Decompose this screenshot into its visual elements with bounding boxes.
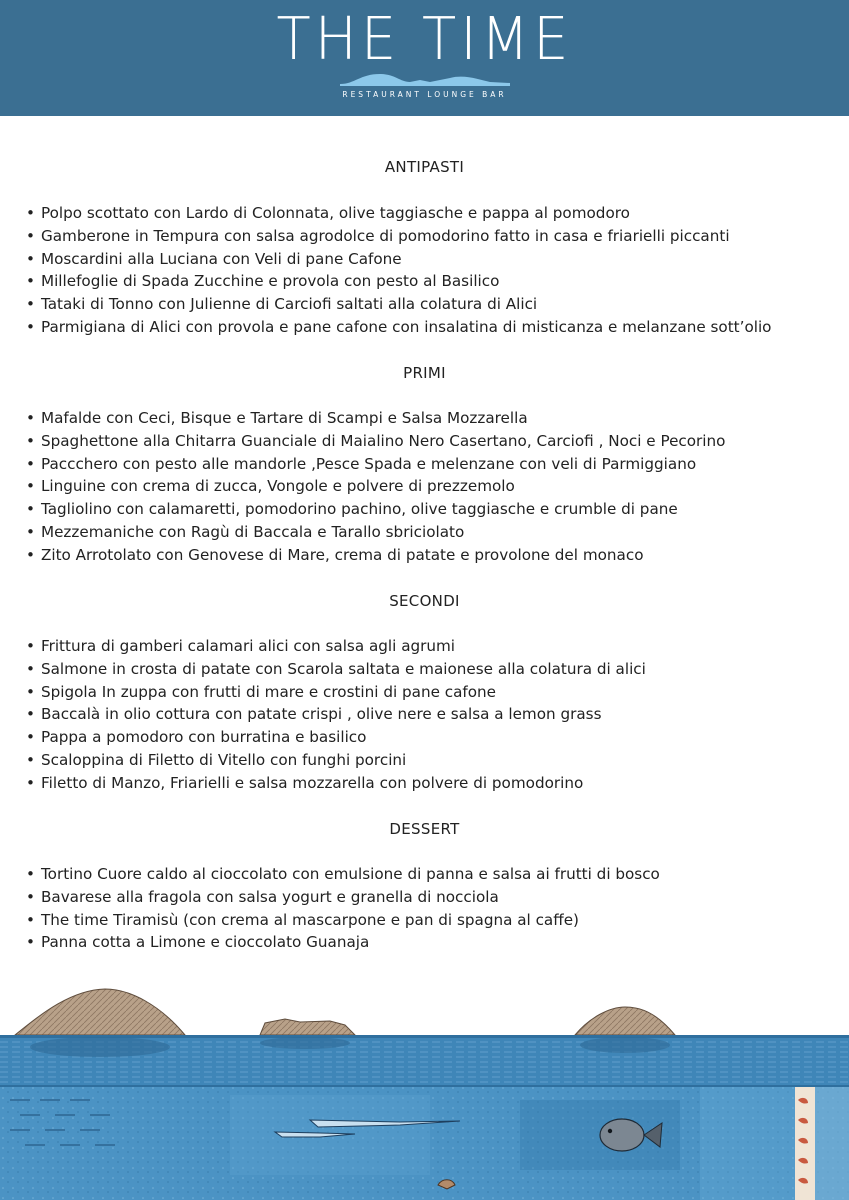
section-title-secondi: SECONDI (389, 592, 460, 610)
menu-item: • Frittura di gamberi calamari alici con salsa agli agrumi (26, 635, 836, 658)
menu-item: • Tataki di Tonno con Julienne di Carciofi saltati alla colatura di Alici (26, 293, 836, 316)
menu-item: • Spaghettone alla Chitarra Guanciale di Maialino Nero Casertano, Carciofi , Noci e Pecorino (26, 430, 836, 453)
logo-subtitle: RESTAURANT LOUNGE BAR (342, 90, 507, 99)
island-icon (260, 1019, 355, 1035)
menu-item: • Linguine con crema di zucca, Vongole e polvere di prezzemolo (26, 475, 836, 498)
menu-item: • Parmigiana di Alici con provola e pane cafone con insalatina di misticanza e melanzane sott’olio (26, 316, 836, 339)
menu-item: • Scaloppina di Filetto di Vitello con funghi porcini (26, 749, 836, 772)
sea-illustration (0, 975, 849, 1200)
menu-item: • Panna cotta a Limone e cioccolato Guanaja (26, 931, 836, 954)
menu-item: • Polpo scottato con Lardo di Colonnata, olive taggiasche e pappa al pomodoro (26, 202, 836, 225)
section-title-antipasti: ANTIPASTI (384, 158, 465, 176)
section-title-primi: PRIMI (403, 364, 446, 382)
section-title-dessert: DESSERT (389, 820, 460, 838)
header-banner (0, 0, 849, 116)
menu-item: • Spigola In zuppa con frutti di mare e crostini di pane cafone (26, 681, 836, 704)
primi-list (26, 407, 836, 567)
menu-item: • Salmone in crosta di patate con Scarola saltata e maionese alla colatura di alici (26, 658, 836, 681)
menu-item: • Tortino Cuore caldo al cioccolato con emulsione di panna e salsa ai frutti di bosco (26, 863, 836, 886)
menu-item: • Gamberone in Tempura con salsa agrodolce di pomodorino fatto in casa e friarielli piccanti (26, 225, 836, 248)
menu-item: • Pappa a pomodoro con burratina e basilico (26, 726, 836, 749)
menu-item: • Paccchero con pesto alle mandorle ,Pesce Spada e melenzane con veli di Parmiggiano (26, 453, 836, 476)
logo-title: THE TIME (276, 5, 573, 74)
menu-item: • Bavarese alla fragola con salsa yogurt e granella di nocciola (26, 886, 836, 909)
island-icon (15, 989, 185, 1035)
menu-item: • Baccalà in olio cottura con patate crispi , olive nere e salsa a lemon grass (26, 703, 836, 726)
menu-item: • Filetto di Manzo, Friarielli e salsa mozzarella con polvere di pomodorino (26, 772, 836, 795)
menu-item: • Tagliolino con calamaretti, pomodorino pachino, olive taggiasche e crumble di pane (26, 498, 836, 521)
menu-item: • Millefoglie di Spada Zucchine e provola con pesto al Basilico (26, 270, 836, 293)
menu-item: • Moscardini alla Luciana con Veli di pane Cafone (26, 248, 836, 271)
secondi-list (26, 635, 836, 795)
dessert-list (26, 863, 836, 954)
island-logo-icon (340, 70, 510, 86)
menu-item: • Mafalde con Ceci, Bisque e Tartare di Scampi e Salsa Mozzarella (26, 407, 836, 430)
island-icon (575, 1007, 675, 1035)
menu-item: • Zito Arrotolato con Genovese di Mare, crema di patate e provolone del monaco (26, 544, 836, 567)
antipasti-list (26, 202, 836, 339)
menu-item: • Mezzemaniche con Ragù di Baccala e Tarallo sbriciolato (26, 521, 836, 544)
menu-item: • The time Tiramisù (con crema al mascarpone e pan di spagna al caffe) (26, 909, 836, 932)
